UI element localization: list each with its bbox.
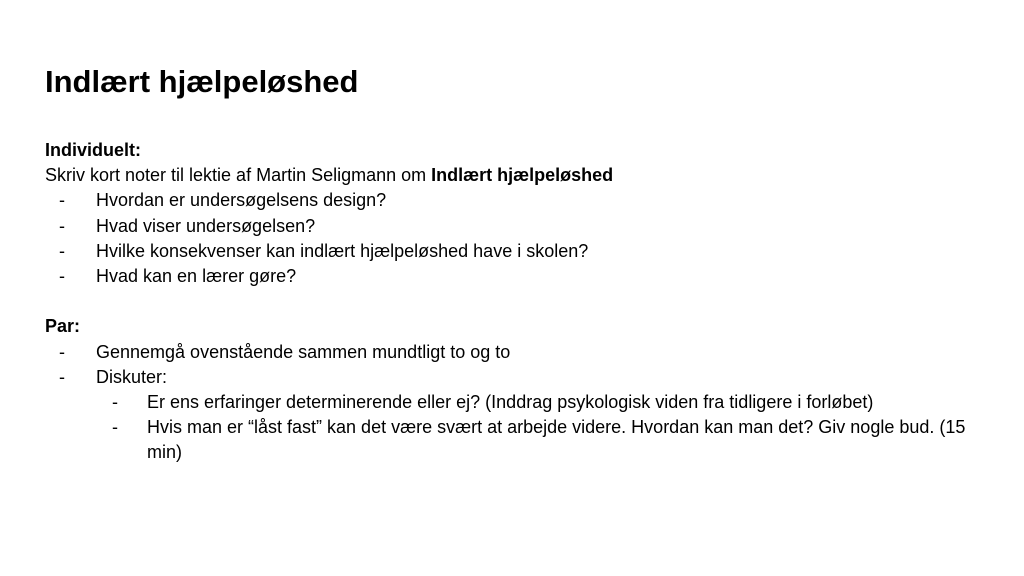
slide-body [45, 138, 995, 465]
bullet-dash: - [59, 215, 65, 236]
individuelt-heading: Individuelt: [45, 140, 141, 160]
bullet-dash: - [59, 240, 65, 261]
sub-list-item [45, 415, 995, 465]
sub-list-item [45, 390, 995, 415]
list-item [45, 264, 995, 289]
section-spacer [45, 289, 995, 314]
list-item [45, 365, 995, 390]
list-item [45, 239, 995, 264]
bullet-dash: - [59, 366, 65, 387]
intro-bold-topic: Indlært hjælpeløshed [431, 165, 614, 186]
list-item [45, 340, 995, 365]
par-heading: Par: [45, 316, 81, 337]
sub-list-item-text: Er ens erfaringer determinerende eller ej? (Inddrag psykologisk viden fra tidligere i forløbet) [147, 391, 874, 412]
list-item-text: Hvad viser undersøgelsen? [96, 215, 316, 236]
list-item [45, 214, 995, 239]
list-item [45, 188, 995, 213]
list-item-text: Hvad kan en lærer gøre? [96, 265, 297, 286]
intro-text: Skriv kort noter til lektie af Martin Seligmann om [45, 165, 432, 186]
slide-title: Indlært hjælpeløshed [45, 64, 359, 99]
bullet-dash: - [112, 391, 118, 412]
bullet-dash: - [112, 417, 118, 438]
bullet-dash: - [59, 190, 65, 211]
individuelt-intro [45, 163, 995, 188]
list-item-text: Hvordan er undersøgelsens design? [96, 190, 387, 211]
bullet-dash: - [59, 265, 65, 286]
bullet-dash: - [59, 341, 65, 362]
list-item-text: Hvilke konsekvenser kan indlært hjælpeløshed have i skolen? [96, 240, 589, 261]
list-item-text: Diskuter: [96, 366, 168, 387]
sub-list-item-text: Hvis man er “låst fast” kan det være svært at arbejde videre. Hvordan kan man det? Giv nogle bud. (15 min) [147, 417, 966, 463]
list-item-text: Gennemgå ovenstående sammen mundtligt to og to [96, 341, 511, 362]
